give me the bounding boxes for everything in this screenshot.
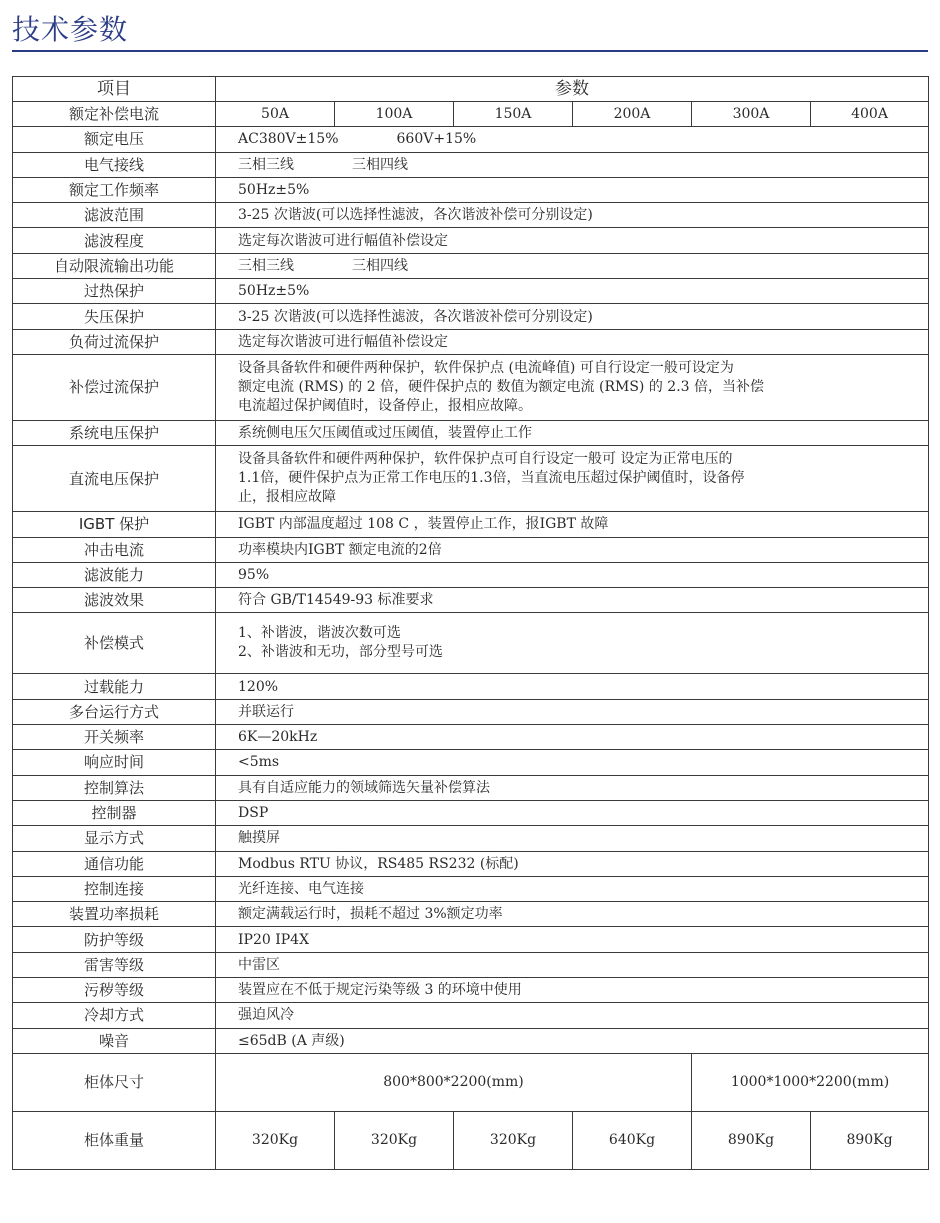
row-value: ≤65dB (A 声级) — [216, 1028, 929, 1053]
row-label: 多台运行方式 — [13, 699, 216, 724]
row-label: 滤波效果 — [13, 588, 216, 613]
rated-current-value: 50A — [216, 102, 335, 127]
row-value: 符合 GB/T14549-93 标准要求 — [216, 588, 929, 613]
table-row — [13, 537, 929, 562]
table-row — [13, 927, 929, 952]
row-value: 设备具备软件和硬件两种保护，软件保护点 (电流峰值) 可自行设定一般可设定为 额定电流 (RMS) 的 2 倍，硬件保护点的 数值为额定电流 (RMS) 的 2.3 倍，当补偿 电流超过保护阈值时，设备停止，报相应故障。 — [216, 354, 929, 420]
table-row — [13, 562, 929, 587]
table-row — [13, 876, 929, 901]
row-label: 直流电压保护 — [13, 446, 216, 512]
row-label: 系统电压保护 — [13, 420, 216, 445]
row-label: 电气接线 — [13, 152, 216, 177]
row-value: 三相三线 三相四线 — [216, 253, 929, 278]
cabinet-weight-value: 890Kg — [811, 1111, 929, 1169]
table-row — [13, 902, 929, 927]
row-label: 过载能力 — [13, 674, 216, 699]
table-row — [13, 228, 929, 253]
table-row — [13, 329, 929, 354]
row-value: 强迫风冷 — [216, 1003, 929, 1028]
cabinet-weight-value: 320Kg — [216, 1111, 335, 1169]
row-label: 冷却方式 — [13, 1003, 216, 1028]
row-value: Modbus RTU 协议，RS485 RS232 (标配) — [216, 851, 929, 876]
row-value: 3-25 次谐波(可以选择性滤波，各次谐波补偿可分别设定) — [216, 304, 929, 329]
row-value: 6K—20kHz — [216, 725, 929, 750]
row-value: 具有自适应能力的领域筛选矢量补偿算法 — [216, 775, 929, 800]
row-label: 噪音 — [13, 1028, 216, 1053]
row-label: 控制连接 — [13, 876, 216, 901]
row-label: 补偿过流保护 — [13, 354, 216, 420]
row-label: 雷害等级 — [13, 952, 216, 977]
row-value: 120% — [216, 674, 929, 699]
row-label: 冲击电流 — [13, 537, 216, 562]
table-row — [13, 851, 929, 876]
row-value: 3-25 次谐波(可以选择性滤波，各次谐波补偿可分别设定) — [216, 203, 929, 228]
row-label: 过热保护 — [13, 279, 216, 304]
table-row — [13, 446, 929, 512]
table-row — [13, 127, 929, 152]
table-row — [13, 152, 929, 177]
table-row — [13, 279, 929, 304]
table-row — [13, 354, 929, 420]
table-row — [13, 775, 929, 800]
row-value: 50Hz±5% — [216, 177, 929, 202]
row-value: 50Hz±5% — [216, 279, 929, 304]
table-row — [13, 512, 929, 537]
page-title: 技术参数 — [12, 13, 129, 46]
table-row — [13, 978, 929, 1003]
cabinet-size-large: 1000*1000*2200(mm) — [692, 1053, 929, 1111]
row-value: 选定每次谐波可进行幅值补偿设定 — [216, 329, 929, 354]
header-params: 参数 — [216, 77, 929, 102]
row-label: 滤波能力 — [13, 562, 216, 587]
row-label: 柜体尺寸 — [13, 1053, 216, 1111]
row-label: 柜体重量 — [13, 1111, 216, 1169]
row-label: 失压保护 — [13, 304, 216, 329]
title-divider — [12, 50, 928, 52]
row-value: 1、补谐波，谐波次数可选 2、补谐波和无功，部分型号可选 — [216, 613, 929, 674]
row-label: 装置功率损耗 — [13, 902, 216, 927]
row-label: 补偿模式 — [13, 613, 216, 674]
header-item: 项目 — [13, 77, 216, 102]
row-value: 触摸屏 — [216, 826, 929, 851]
row-value: 中雷区 — [216, 952, 929, 977]
cabinet-weight-value: 890Kg — [692, 1111, 811, 1169]
row-label: 控制器 — [13, 800, 216, 825]
row-label: IGBT 保护 — [13, 512, 216, 537]
row-value: DSP — [216, 800, 929, 825]
table-row — [13, 750, 929, 775]
row-value: AC380V±15% 660V+15% — [216, 127, 929, 152]
row-label: 开关频率 — [13, 725, 216, 750]
table-header-row — [13, 77, 929, 102]
table-row — [13, 420, 929, 445]
row-label: 通信功能 — [13, 851, 216, 876]
spec-table — [12, 76, 929, 1170]
row-value: 光纤连接、电气连接 — [216, 876, 929, 901]
row-label: 自动限流输出功能 — [13, 253, 216, 278]
table-row — [13, 1111, 929, 1169]
table-row — [13, 826, 929, 851]
rated-current-value: 100A — [335, 102, 454, 127]
cabinet-weight-value: 640Kg — [573, 1111, 692, 1169]
table-row — [13, 203, 929, 228]
row-label: 控制算法 — [13, 775, 216, 800]
row-label: 滤波程度 — [13, 228, 216, 253]
table-row — [13, 1003, 929, 1028]
row-value: 功率模块内IGBT 额定电流的2倍 — [216, 537, 929, 562]
row-value: 选定每次谐波可进行幅值补偿设定 — [216, 228, 929, 253]
table-row — [13, 1053, 929, 1111]
table-row — [13, 952, 929, 977]
rated-current-value: 400A — [811, 102, 929, 127]
table-row — [13, 613, 929, 674]
row-value: 并联运行 — [216, 699, 929, 724]
row-value: 系统侧电压欠压阈值或过压阈值，装置停止工作 — [216, 420, 929, 445]
row-value: IP20 IP4X — [216, 927, 929, 952]
row-label: 显示方式 — [13, 826, 216, 851]
row-label: 负荷过流保护 — [13, 329, 216, 354]
table-row — [13, 1028, 929, 1053]
table-row — [13, 177, 929, 202]
table-row — [13, 674, 929, 699]
row-value: 设备具备软件和硬件两种保护，软件保护点可自行设定一般可 设定为正常电压的 1.1倍，硬件保护点为正常工作电压的1.3倍，当直流电压超过保护阈值时，设备停 止，报相应故障 — [216, 446, 929, 512]
table-row — [13, 699, 929, 724]
row-label: 防护等级 — [13, 927, 216, 952]
cabinet-weight-value: 320Kg — [454, 1111, 573, 1169]
table-row — [13, 102, 929, 127]
row-value: 三相三线 三相四线 — [216, 152, 929, 177]
rated-current-value: 200A — [573, 102, 692, 127]
rated-current-value: 300A — [692, 102, 811, 127]
row-value: 额定满载运行时，损耗不超过 3%额定功率 — [216, 902, 929, 927]
row-label: 额定补偿电流 — [13, 102, 216, 127]
cabinet-weight-value: 320Kg — [335, 1111, 454, 1169]
row-label: 额定电压 — [13, 127, 216, 152]
rated-current-value: 150A — [454, 102, 573, 127]
cabinet-size-small: 800*800*2200(mm) — [216, 1053, 692, 1111]
row-label: 额定工作频率 — [13, 177, 216, 202]
row-value: 装置应在不低于规定污染等级 3 的环境中使用 — [216, 978, 929, 1003]
row-value: IGBT 内部温度超过 108 C ，装置停止工作，报IGBT 故障 — [216, 512, 929, 537]
row-label: 响应时间 — [13, 750, 216, 775]
row-value: 95% — [216, 562, 929, 587]
row-label: 滤波范围 — [13, 203, 216, 228]
table-row — [13, 253, 929, 278]
table-row — [13, 725, 929, 750]
row-label: 污秽等级 — [13, 978, 216, 1003]
table-row — [13, 800, 929, 825]
row-value: <5ms — [216, 750, 929, 775]
table-row — [13, 588, 929, 613]
table-row — [13, 304, 929, 329]
